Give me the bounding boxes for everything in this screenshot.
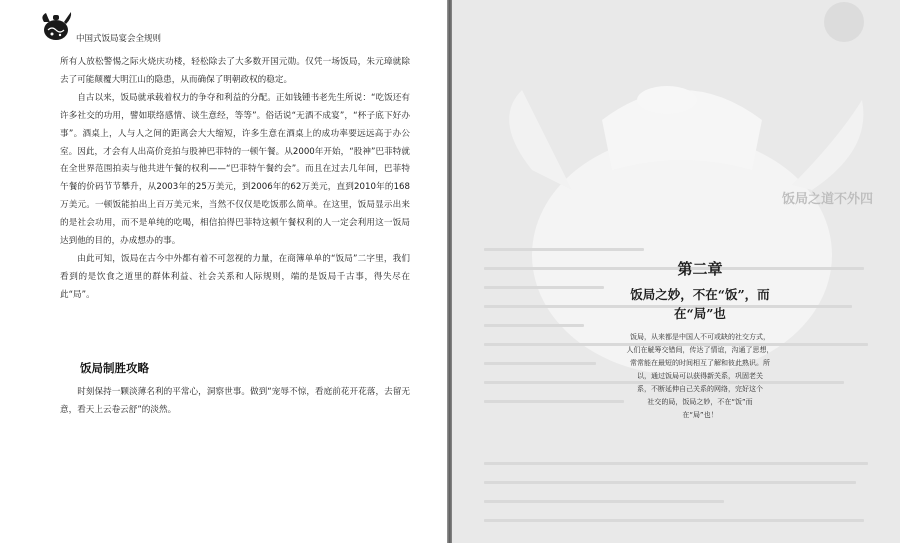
right-page <box>452 0 900 543</box>
ghost-line <box>484 481 856 484</box>
paragraph-1: 所有人放松警惕之际火烧庆功楼，轻松除去了大多数开国元勋。仅凭一场饭局，朱元璋就除去了可能颠覆大明江山的隐患，从而确保了明朝政权的稳定。 <box>60 57 410 85</box>
ghost-text-lines-bottom <box>484 462 884 538</box>
section-heading: 饭局制胜攻略 <box>80 361 149 375</box>
chapter-title-line: 饭局之妙，不在“饭”，而 <box>630 287 770 302</box>
intro-line: 人们在觥筹交错间，传达了情谊，沟通了思想， <box>626 346 774 354</box>
intro-line: 社交的局，饭局之妙，不在“饭”而 <box>647 398 753 406</box>
chapter-title-line: 在“局”也 <box>674 306 726 321</box>
ghost-line <box>484 248 644 251</box>
ghost-line <box>484 324 584 327</box>
intro-line: 以，通过饭局可以获得新关系，巩固老关 <box>637 372 763 380</box>
ghost-line <box>484 286 604 289</box>
ghost-line <box>484 462 868 465</box>
paragraph-3: 由此可知，饭局在古今中外都有着不可忽视的力量，在商簿单单的“饭局”二字里，我们看到的是饮食之道里的群体利益、社会关系和人际规则，端的是饭局千古事，得失尽在此“局”。 <box>60 253 410 300</box>
ghost-line <box>484 500 724 503</box>
intro-line: 常常能在最短的时间相互了解和彼此熟识。所 <box>630 359 770 367</box>
ghost-side-title: 饭局之道不外四 <box>782 192 874 207</box>
chapter-opening <box>600 258 800 422</box>
teapot-logo-icon <box>38 8 74 44</box>
ghost-line <box>484 362 596 365</box>
section-paragraph: 时刻保持一颗淡薄名利的平常心，洞察世事。做到“宠辱不惊，看庭前花开花落，去留无意，看天上云卷云舒”的淡然。 <box>60 387 410 415</box>
body-text <box>60 54 410 305</box>
chapter-title <box>600 285 800 323</box>
ghost-line <box>484 519 864 522</box>
paragraph-2: 自古以来，饭局就承载着权力的争夺和利益的分配。正如钱锺书老先生所说：“吃饭还有许多社交的功用，譬如联络感情、谈生意经，等等”。俗话说“无酒不成宴”，“杯子底下好办事”。酒桌上，人与人之间的距离会大大缩短，许多生意在酒桌上的成功率要远远高于办公室。因此，才会有人出高价竞拍与股神巴菲特的一顿午餐。从2000年开始，“股神”巴菲特就在全世界范围拍卖与他共进午餐的权利——“巴菲特午餐约会”。而且在过去几年间，巴菲特午餐的价码节节攀升，从2003年的25万美元，到2006年的62万美元，直到2010年的168万美元。一顿饭能拍出上百万美元来，当然不仅仅是吃饭那么简单。在这里，饭局显示出来的是社会功用，而不是单纯的吃喝，相信拍得巴菲特这顿午餐权利的人一定会利用这一饭局达到他的目的，办成想办的事。 <box>60 92 410 247</box>
left-page <box>0 0 447 543</box>
intro-line: 饭局，从来都是中国人不可或缺的社交方式， <box>630 333 770 341</box>
chapter-number: 第二章 <box>677 260 723 278</box>
chapter-intro <box>616 331 784 422</box>
intro-line: 系，不断延伸自己关系的网络，完好这个 <box>637 385 763 393</box>
section-text <box>60 383 410 419</box>
intro-line: 在“局”也！ <box>682 411 718 419</box>
running-title: 中国式饭局宴会全规则 <box>76 34 162 44</box>
